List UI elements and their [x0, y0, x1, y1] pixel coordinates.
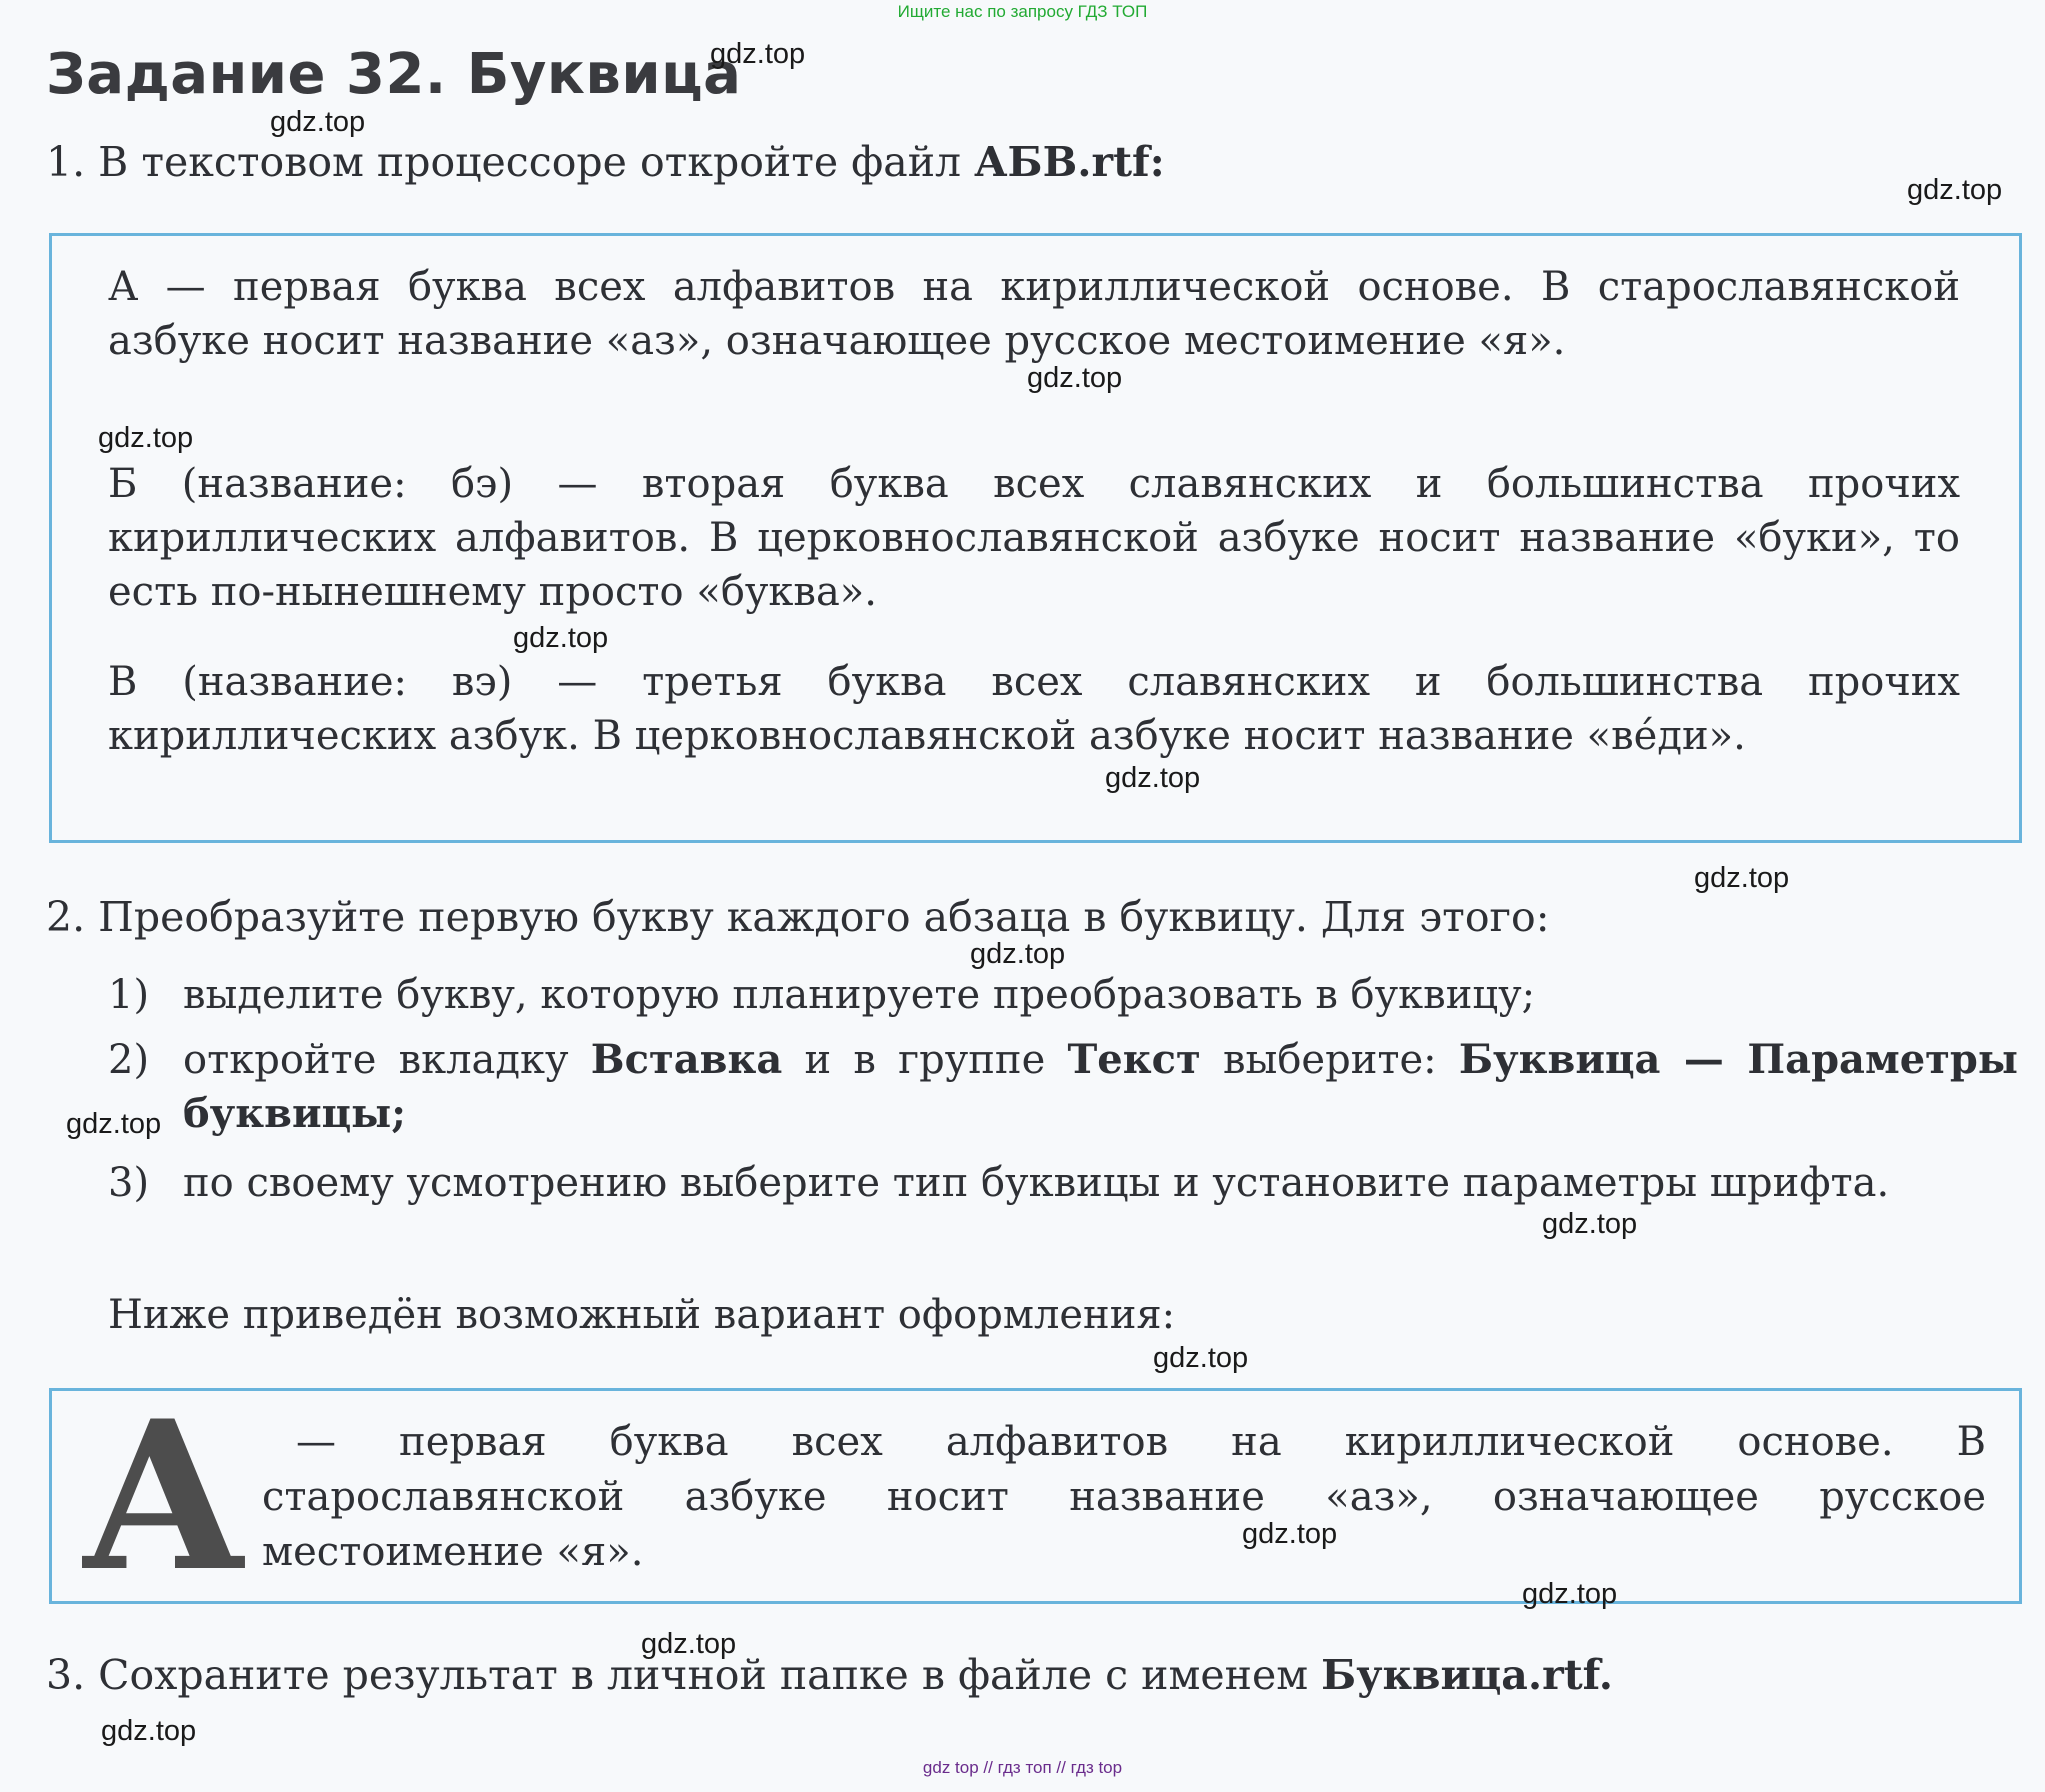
step-2	[46, 890, 1550, 944]
step-1-number: 1.	[46, 138, 86, 186]
watermark: gdz.top	[98, 422, 194, 454]
substep-3-text: по своему усмотрению выберите тип буквицы и установите параметры шрифта.	[183, 1160, 1890, 1206]
step-1	[46, 135, 1165, 189]
substep-2-number: 2)	[108, 1037, 150, 1083]
watermark: gdz.top	[1522, 1578, 1618, 1610]
watermark: gdz.top	[66, 1108, 162, 1140]
watermark: gdz.top	[1153, 1342, 1249, 1374]
watermark: gdz.top	[513, 622, 609, 654]
watermark: gdz.top	[1027, 362, 1123, 394]
watermark: gdz.top	[101, 1715, 197, 1747]
substep-3-number: 3)	[108, 1160, 150, 1206]
footer-links[interactable]: gdz top // гдз топ // гдз top	[922, 1758, 1123, 1777]
watermark: gdz.top	[1242, 1518, 1338, 1550]
watermark: gdz.top	[641, 1628, 737, 1660]
dropcap-letter: А	[80, 1377, 247, 1617]
dropcap-options-label: Буквица — Параметры буквицы;	[183, 1036, 2018, 1137]
substep-1-text: выделите букву, которую планируете преобразовать в буквицу;	[183, 972, 1536, 1018]
watermark: gdz.top	[1907, 174, 2003, 206]
paragraph-v: В (название: вэ) — третья буква всех славянских и большинства прочих кириллических азбук. В церковнославянской азбуке носит название «вéди».	[108, 659, 1960, 759]
step-3-text: Сохраните результат в личной папке в файле с именем	[98, 1651, 1322, 1699]
dropcap-line-1: — первая буква всех алфавитов на кириллической основе. В	[296, 1419, 1986, 1465]
tab-insert-label: Вставка	[590, 1036, 783, 1083]
watermark: gdz.top	[1105, 762, 1201, 794]
search-hint-link[interactable]: Ищите нас по запросу ГДЗ ТОП	[897, 2, 1148, 21]
dropcap-line-2: старославянской азбуке носит название «аз», означающее русское	[262, 1474, 1986, 1520]
example-note: Ниже приведён возможный вариант оформления:	[108, 1292, 1176, 1338]
watermark: gdz.top	[270, 106, 366, 138]
substep-2-text: откройте вкладку Вставка и в группе Текст выберите: Буквица — Параметры буквицы;	[183, 1036, 2018, 1137]
page-title: Задание 32. Буквица	[46, 42, 742, 107]
paragraph-b: Б (название: бэ) — вторая буква всех славянских и большинства прочих кириллических алфавитов. В церковнославянской азбуке носит название «буки», то есть по-нынешнему просто «буква».	[108, 461, 1960, 615]
dropcap-line-3: местоимение «я».	[262, 1529, 644, 1575]
watermark: gdz.top	[970, 938, 1066, 970]
watermark: gdz.top	[1694, 862, 1790, 894]
step-3	[46, 1648, 1613, 1702]
step-3-file: Буквица.rtf.	[1321, 1651, 1614, 1699]
group-text-label: Текст	[1067, 1036, 1201, 1083]
step-2-text: Преобразуйте первую букву каждого абзаца в буквицу. Для этого:	[98, 893, 1550, 941]
paragraph-a: А — первая буква всех алфавитов на кириллической основе. В старославянской азбуке носит название «аз», означающее русское местоимение «я».	[108, 264, 1960, 364]
watermark: gdz.top	[710, 38, 806, 70]
step-1-file: АБВ.rtf:	[974, 138, 1165, 186]
step-2-number: 2.	[46, 893, 86, 941]
substep-1-number: 1)	[108, 972, 150, 1018]
step-3-number: 3.	[46, 1651, 86, 1699]
step-1-text: В текстовом процессоре откройте файл	[98, 138, 975, 186]
watermark: gdz.top	[1542, 1208, 1638, 1240]
